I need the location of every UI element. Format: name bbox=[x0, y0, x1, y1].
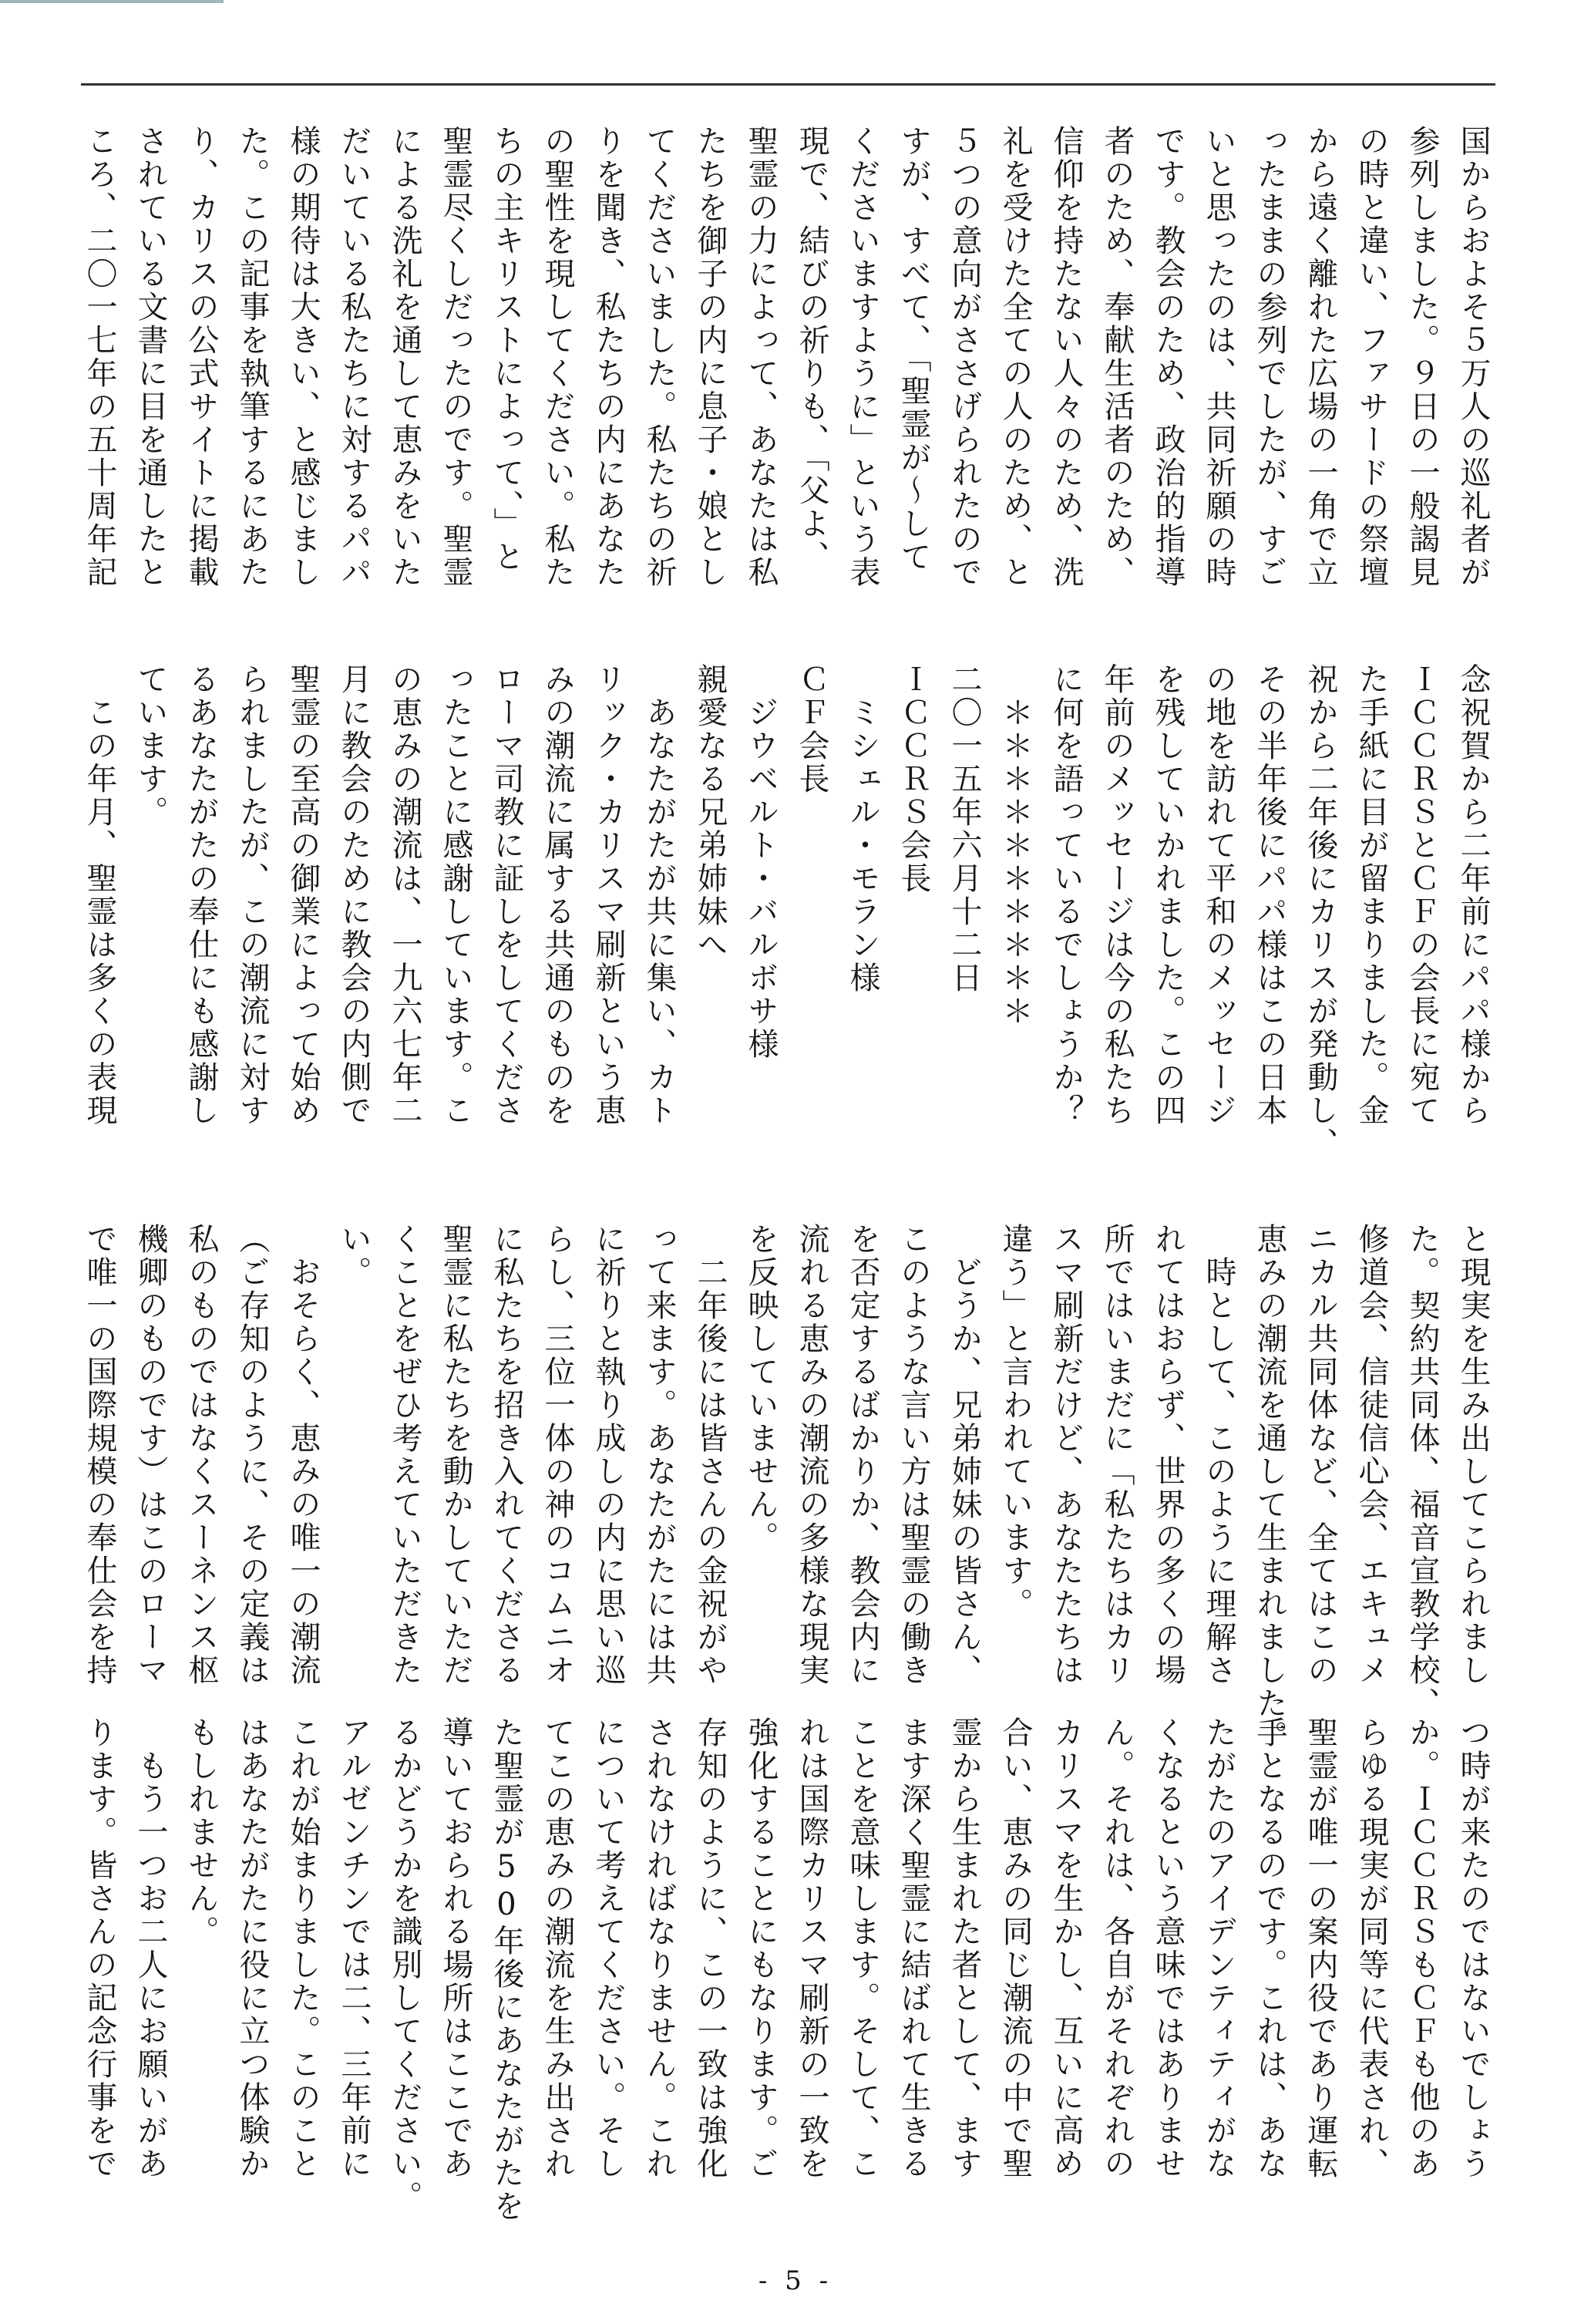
text-column: です。教会のため、政治的指導 bbox=[1150, 125, 1186, 589]
text-column: の地を訪れて平和のメッセージ bbox=[1201, 663, 1236, 1127]
text-tier-3 bbox=[72, 1223, 1498, 1753]
text-column: た。契約共同体、福音宣教学校、 bbox=[1404, 1223, 1440, 1720]
text-tier-2 bbox=[72, 663, 1498, 1160]
text-column: り、カリスの公式サイトに掲載 bbox=[183, 125, 219, 589]
text-column: らゆる現実が同等に代表され、 bbox=[1354, 1716, 1389, 2181]
text-column: 礼を受けた全ての人のため、と bbox=[997, 125, 1033, 589]
text-column: と現実を生み出してこられまし bbox=[1455, 1223, 1491, 1687]
text-column: を残していかれました。この四 bbox=[1150, 663, 1186, 1127]
text-column: 修道会、信徒信心会、エキュメ bbox=[1354, 1223, 1389, 1687]
text-column: その半年後にパパ様はこの日本 bbox=[1252, 663, 1287, 1127]
text-column: ジウベルト・バルボサ様 bbox=[743, 663, 779, 1061]
text-column: だいている私たちに対するパパ bbox=[336, 125, 372, 589]
text-column: てこの恵みの潮流を生み出され bbox=[540, 1716, 575, 2181]
text-column: ころ、二〇一七年の五十周年記 bbox=[82, 125, 117, 589]
text-column: リック・カリスマ刷新という恵 bbox=[590, 663, 626, 1127]
text-column: くなるという意味ではありませ bbox=[1150, 1716, 1186, 2181]
text-column: 存知のように、この一致は強化 bbox=[692, 1716, 728, 2181]
text-column: アルゼンチンでは二、三年前に bbox=[336, 1716, 372, 2181]
text-column: って来ます。あなたがたには共 bbox=[641, 1223, 677, 1687]
text-column: スマ刷新だけど、あなたたちは bbox=[1048, 1223, 1084, 1687]
text-column: 手となるのです。これは、あな bbox=[1252, 1716, 1287, 2181]
text-column: 親愛なる兄弟姉妹へ bbox=[692, 663, 728, 962]
text-column: た聖霊が50年後にあなたがたを bbox=[489, 1716, 524, 2223]
text-column: ています。 bbox=[133, 663, 168, 829]
text-tier-4 bbox=[72, 1716, 1498, 2223]
text-column: 者のため、奉献生活者のため、 bbox=[1099, 125, 1135, 589]
text-column: くことをぜひ考えていただきた bbox=[387, 1223, 422, 1687]
text-column: るかどうかを識別してください。 bbox=[387, 1716, 422, 2214]
text-column: 所ではいまだに「私たちはカリ bbox=[1099, 1223, 1135, 1687]
text-column: もしれません。 bbox=[183, 1716, 219, 1948]
text-column: を否定するばかりか、教会内に bbox=[845, 1223, 880, 1687]
text-column: れは国際カリスマ刷新の一致を bbox=[794, 1716, 829, 2181]
text-column: てくださいました。私たちの祈 bbox=[641, 125, 677, 589]
text-column: 現で、結びの祈りも、「父よ、 bbox=[794, 125, 829, 574]
text-column: ローマ司教に証しをしてくださ bbox=[489, 663, 524, 1127]
text-column: られましたが、この潮流に対す bbox=[234, 663, 270, 1127]
text-column: もう一つお二人にお願いがあ bbox=[133, 1716, 168, 2181]
text-column: 流れる恵みの潮流の多様な現実 bbox=[794, 1223, 829, 1687]
text-column: ったことに感謝しています。こ bbox=[438, 663, 473, 1127]
text-column: 国からおよそ５万人の巡礼者が bbox=[1455, 125, 1491, 589]
text-column: ＣＦ会長 bbox=[794, 663, 829, 796]
text-column: の聖性を現してください。私た bbox=[540, 125, 575, 589]
text-column: ったままの参列でしたが、すご bbox=[1252, 125, 1287, 589]
text-column: はあなたがたに役に立つ体験か bbox=[234, 1716, 270, 2181]
text-column: 私のものではなくスーネンス枢 bbox=[183, 1223, 219, 1687]
text-tier-1 bbox=[72, 125, 1498, 618]
text-column: ことを意味します。そして、こ bbox=[845, 1716, 880, 2181]
text-column: に何を語っているでしょうか？ bbox=[1048, 663, 1084, 1127]
text-column: カリスマを生かし、互いに高め bbox=[1048, 1716, 1084, 2181]
text-column: たがたのアイデンティティがな bbox=[1201, 1716, 1236, 2181]
text-column: いと思ったのは、共同祈願の時 bbox=[1201, 125, 1236, 589]
text-column: ミシェル・モラン様 bbox=[845, 663, 880, 995]
text-column: 強化することにもなります。ご bbox=[743, 1716, 779, 2181]
text-column: い。 bbox=[336, 1223, 372, 1289]
text-column: 年前のメッセージは今の私たち bbox=[1099, 663, 1135, 1127]
text-column: 違う」と言われています。 bbox=[997, 1223, 1033, 1621]
text-column: について考えてください。そし bbox=[590, 1716, 626, 2181]
text-column: 祝から二年後にカリスが発動し、 bbox=[1303, 663, 1338, 1160]
text-column: に祈りと執り成しの内に思い巡 bbox=[590, 1223, 626, 1687]
text-column: か。ＩＣＣＲＳもＣＦも他のあ bbox=[1404, 1716, 1440, 2181]
text-column: を反映していません。 bbox=[743, 1223, 779, 1554]
text-column: おそらく、恵みの唯一の潮流 bbox=[285, 1223, 321, 1687]
text-column: 時として、このように理解さ bbox=[1201, 1223, 1236, 1687]
scan-edge-mark bbox=[0, 0, 224, 3]
text-column: の時と違い、ファサードの祭壇 bbox=[1354, 125, 1389, 589]
text-column: ニカル共同体など、全てはこの bbox=[1303, 1223, 1338, 1687]
text-column: 恵みの潮流を通して生まれました。 bbox=[1252, 1223, 1287, 1753]
text-column: ちの主キリストによって、」と bbox=[489, 125, 524, 574]
text-column: くださいますように」という表 bbox=[845, 125, 880, 589]
text-column: 機卿のものです）はこのローマ bbox=[133, 1223, 168, 1687]
text-column: 様の期待は大きい、と感じまし bbox=[285, 125, 321, 589]
text-column: るあなたがたの奉仕にも感謝し bbox=[183, 663, 219, 1127]
text-column: 二〇一五年六月十二日 bbox=[947, 663, 982, 995]
text-column: 聖霊の至高の御業によって始め bbox=[285, 663, 321, 1127]
text-column: すが、すべて、「聖霊が～して bbox=[896, 125, 931, 574]
text-column: から遠く離れた広場の一角で立 bbox=[1303, 125, 1338, 589]
text-column: による洗礼を通して恵みをいた bbox=[387, 125, 422, 589]
text-column: ５つの意向がささげられたので bbox=[947, 125, 982, 589]
text-column: ＩＣＣＲＳとＣＦの会長に宛て bbox=[1404, 663, 1440, 1127]
text-column: 参列しました。９日の一般謁見 bbox=[1404, 125, 1440, 589]
text-column: 聖霊尽くしだったのです。聖霊 bbox=[438, 125, 473, 589]
text-column: らし、三位一体の神のコムニオ bbox=[540, 1223, 575, 1687]
text-column: ＩＣＣＲＳ会長 bbox=[896, 663, 931, 895]
text-column: されなければなりません。これ bbox=[641, 1716, 677, 2181]
text-column: つ時が来たのではないでしょう bbox=[1455, 1716, 1491, 2181]
text-column: 導いておられる場所はここであ bbox=[438, 1716, 473, 2181]
text-column: ります。皆さんの記念行事をで bbox=[82, 1716, 117, 2181]
text-column: されている文書に目を通したと bbox=[133, 125, 168, 589]
text-column: 聖霊の力によって、あなたは私 bbox=[743, 125, 779, 589]
text-column: どうか、兄弟姉妹の皆さん、 bbox=[947, 1223, 982, 1687]
text-column: 合い、恵みの同じ潮流の中で聖 bbox=[997, 1716, 1033, 2181]
text-column: たちを御子の内に息子・娘とし bbox=[692, 125, 728, 589]
text-column: 二年後には皆さんの金祝がや bbox=[692, 1223, 728, 1687]
text-column: た手紙に目が留まりました。金 bbox=[1354, 663, 1389, 1127]
text-column: た。この記事を執筆するにあた bbox=[234, 125, 270, 589]
page-number: - 5 - bbox=[758, 2265, 833, 2296]
text-column: ん。それは、各自がそれぞれの bbox=[1099, 1716, 1135, 2181]
text-column: 念祝賀から二年前にパパ様から bbox=[1455, 663, 1491, 1127]
text-column: あなたがたが共に集い、カト bbox=[641, 663, 677, 1127]
text-column: 聖霊が唯一の案内役であり運転 bbox=[1303, 1716, 1338, 2181]
text-column: ＊＊＊＊＊＊＊＊＊＊ bbox=[997, 663, 1033, 1028]
text-column: に私たちを招き入れてくださる bbox=[489, 1223, 524, 1687]
text-column: この年月、聖霊は多くの表現 bbox=[82, 663, 117, 1127]
text-column: 信仰を持たない人々のため、洗 bbox=[1048, 125, 1084, 589]
text-column: の恵みの潮流は、一九六七年二 bbox=[387, 663, 422, 1127]
text-column: で唯一の国際規模の奉仕会を持 bbox=[82, 1223, 117, 1687]
text-column: みの潮流に属する共通のものを bbox=[540, 663, 575, 1127]
text-column: れてはおらず、世界の多くの場 bbox=[1150, 1223, 1186, 1687]
text-column: ます深く聖霊に結ばれて生きる bbox=[896, 1716, 931, 2181]
text-column: このような言い方は聖霊の働き bbox=[896, 1223, 931, 1687]
text-column: 月に教会のために教会の内側で bbox=[336, 663, 372, 1127]
text-column: 霊から生まれた者として、ます bbox=[947, 1716, 982, 2181]
text-column: りを聞き、私たちの内にあなた bbox=[590, 125, 626, 589]
header-rule bbox=[81, 83, 1495, 86]
text-column: （ご存知のように、その定義は bbox=[234, 1223, 270, 1687]
text-column: これが始まりました。このこと bbox=[285, 1716, 321, 2181]
text-column: 聖霊に私たちを動かしていただ bbox=[438, 1223, 473, 1687]
